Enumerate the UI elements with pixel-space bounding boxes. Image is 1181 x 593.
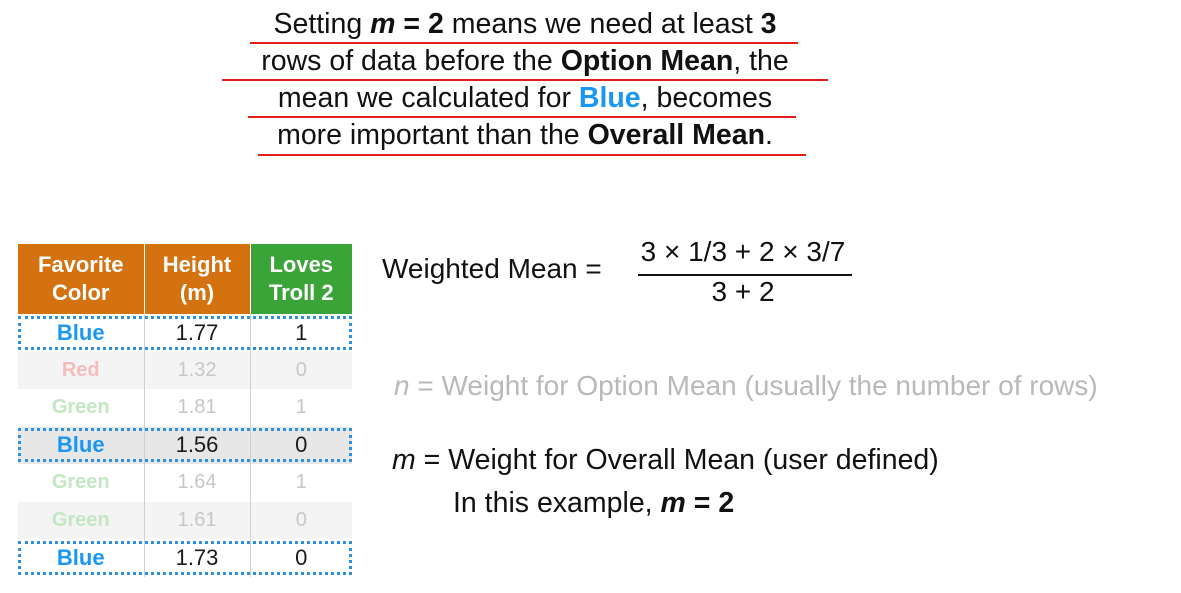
header-text: Height <box>162 252 232 277</box>
cell-height: 1.81 <box>144 389 250 427</box>
cell-color: Red <box>18 352 144 390</box>
blue-term: Blue <box>578 82 641 114</box>
cell-loves-troll: 1 <box>295 471 307 494</box>
heading-line-2 <box>190 43 860 80</box>
cell-height: 1.73 <box>144 539 250 577</box>
header-text: Color <box>52 280 110 305</box>
heading-line-3 <box>190 80 860 117</box>
m-symbol: m <box>392 444 416 476</box>
text-span: means we need at least <box>443 8 761 40</box>
table-header-row <box>18 244 352 314</box>
header-favorite-color <box>18 244 144 314</box>
cell-loves-troll: 0 <box>250 352 352 390</box>
cell-loves-troll: 1 <box>295 319 308 345</box>
table-row <box>18 539 352 577</box>
n-symbol: n <box>394 370 410 401</box>
header-text: Troll 2 <box>268 280 334 305</box>
header-height <box>144 244 250 314</box>
overall-mean-term: Overall Mean <box>587 119 765 151</box>
text-span: Setting <box>273 8 371 40</box>
table-row <box>18 427 352 465</box>
m-definition <box>392 444 939 477</box>
cell-color: Green <box>18 464 144 502</box>
formula-denominator: 3 + 2 <box>711 276 775 307</box>
cell-color: Blue <box>18 427 144 465</box>
option-mean-term: Option Mean <box>560 45 734 77</box>
formula-numerator: 3 × 1/3 + 2 × 3/7 <box>640 236 846 267</box>
cell-height: 1.64 <box>144 464 250 502</box>
cell-height: 1.32 <box>144 352 250 390</box>
cell-loves-troll: 0 <box>250 502 352 540</box>
cell-height: 1.56 <box>144 427 250 465</box>
data-table <box>18 244 352 577</box>
m-definition-text: = Weight for Overall Mean (user defined) <box>415 444 939 476</box>
example-line <box>453 487 734 520</box>
cell-height: 1.61 <box>144 502 250 540</box>
m-symbol: m <box>660 487 686 519</box>
heading <box>190 6 860 154</box>
table-row <box>18 314 352 352</box>
m-value: = 2 <box>395 8 444 40</box>
cell-color: Green <box>18 389 144 427</box>
n-definition <box>394 370 1098 402</box>
cell-color: Blue <box>18 314 144 352</box>
cell-loves-troll: 1 <box>295 396 307 419</box>
table-row <box>18 502 352 540</box>
cell-loves-troll: 0 <box>295 544 308 570</box>
table-row <box>18 352 352 390</box>
text-span: . <box>765 119 773 151</box>
m-value: = 2 <box>685 487 735 519</box>
text-span: rows of data before the <box>261 45 561 77</box>
text-span: , becomes <box>640 82 773 114</box>
m-symbol: m <box>370 8 396 40</box>
n-definition-text: = Weight for Option Mean (usually the number of rows) <box>409 370 1098 401</box>
header-text: Loves <box>269 252 334 277</box>
row-count-value: 3 <box>760 8 777 40</box>
text-span: mean we calculated for <box>277 82 579 114</box>
table-row <box>18 389 352 427</box>
heading-line-1 <box>190 6 860 43</box>
header-loves-troll-2 <box>250 244 352 314</box>
red-underline <box>258 154 806 156</box>
heading-line-4 <box>190 117 860 154</box>
cell-height: 1.77 <box>144 314 250 352</box>
text-span: more important than the <box>277 119 588 151</box>
table-row <box>18 464 352 502</box>
cell-color: Green <box>18 502 144 540</box>
text-span: , the <box>733 45 789 77</box>
example-text: In this example, <box>453 487 661 519</box>
header-text: Favorite <box>37 252 124 277</box>
cell-color: Blue <box>18 539 144 577</box>
formula-label: Weighted Mean = <box>382 253 602 284</box>
header-text: (m) <box>179 280 215 305</box>
weighted-mean-formula <box>382 236 872 316</box>
cell-loves-troll: 0 <box>250 427 352 465</box>
